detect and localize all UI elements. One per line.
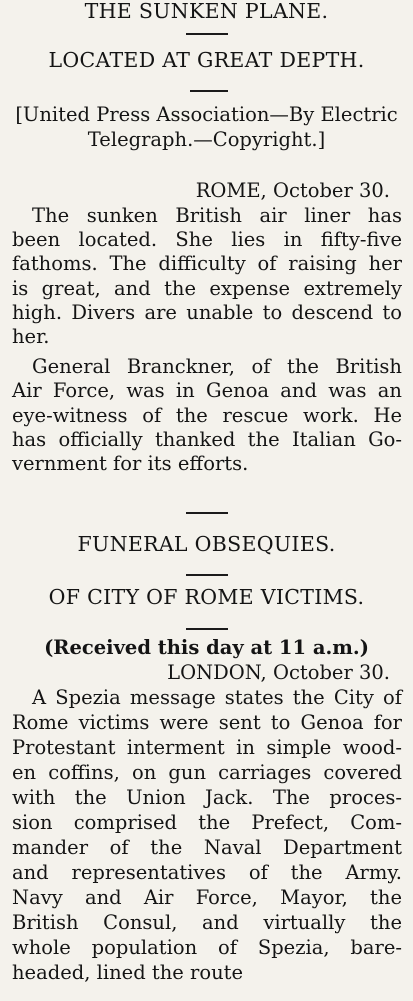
article2-body-line: en coffins, on gun carriages covered	[12, 761, 402, 784]
article1-body-line: eye-witness of the rescue work. He	[12, 404, 402, 427]
subtitle-rule	[186, 628, 228, 630]
article2-body-line: A Spezia message states the City of	[32, 686, 402, 709]
article1-credit-line1: [United Press Association—By Electric	[15, 103, 398, 126]
title-rule	[186, 33, 228, 35]
article2-body-line: Protestant interment in simple wood-	[12, 736, 402, 759]
article2-received: (Received this day at 11 a.m.)	[44, 636, 369, 659]
subtitle-rule	[190, 90, 228, 92]
article2-body-line: headed, lined the route	[12, 961, 244, 984]
title-rule	[186, 574, 228, 576]
article1-credit-line2: Telegraph.—Copyright.]	[87, 128, 326, 151]
article1-body-line: high. Divers are unable to descend to	[12, 301, 402, 324]
article2-body-line: Navy and Air Force, Mayor, the	[12, 886, 402, 909]
article1-body-line: has officially thanked the Italian Go-	[12, 428, 402, 451]
article1-body-line: is great, and the expense extremely	[12, 277, 402, 300]
article2-body-line: British Consul, and virtually the	[12, 911, 402, 934]
article1-body-line: The sunken British air liner has	[32, 204, 402, 227]
article1-body-line: Air Force, was in Genoa and was an	[12, 379, 402, 402]
article1-body-line: been located. She lies in fifty-five	[12, 228, 402, 251]
article2-body-line: mander of the Naval Department	[12, 836, 402, 859]
article2-body-line: whole population of Spezia, bare-	[12, 936, 402, 959]
article2-dateline: LONDON, October 30.	[167, 661, 390, 684]
section-divider	[186, 512, 228, 514]
article2-body-line: sion comprised the Prefect, Com-	[12, 811, 402, 834]
article1-title: THE SUNKEN PLANE.	[84, 0, 329, 23]
article2-body-line: with the Union Jack. The proces-	[12, 786, 402, 809]
article2-title: FUNERAL OBSEQUIES.	[77, 532, 336, 556]
article2-body-line: Rome victims were sent to Genoa for	[12, 711, 402, 734]
article2-body-line: and representatives of the Army.	[12, 861, 402, 884]
article1-body-line: her.	[12, 325, 50, 348]
article1-body-line: General Branckner, of the British	[32, 355, 402, 378]
article1-body-line: fathoms. The difficulty of raising her	[12, 252, 402, 275]
article1-subtitle: LOCATED AT GREAT DEPTH.	[48, 48, 365, 72]
article1-body-line: vernment for its efforts.	[12, 452, 249, 475]
article1-dateline: ROME, October 30.	[195, 179, 390, 202]
article2-subtitle: OF CITY OF ROME VICTIMS.	[48, 585, 365, 609]
